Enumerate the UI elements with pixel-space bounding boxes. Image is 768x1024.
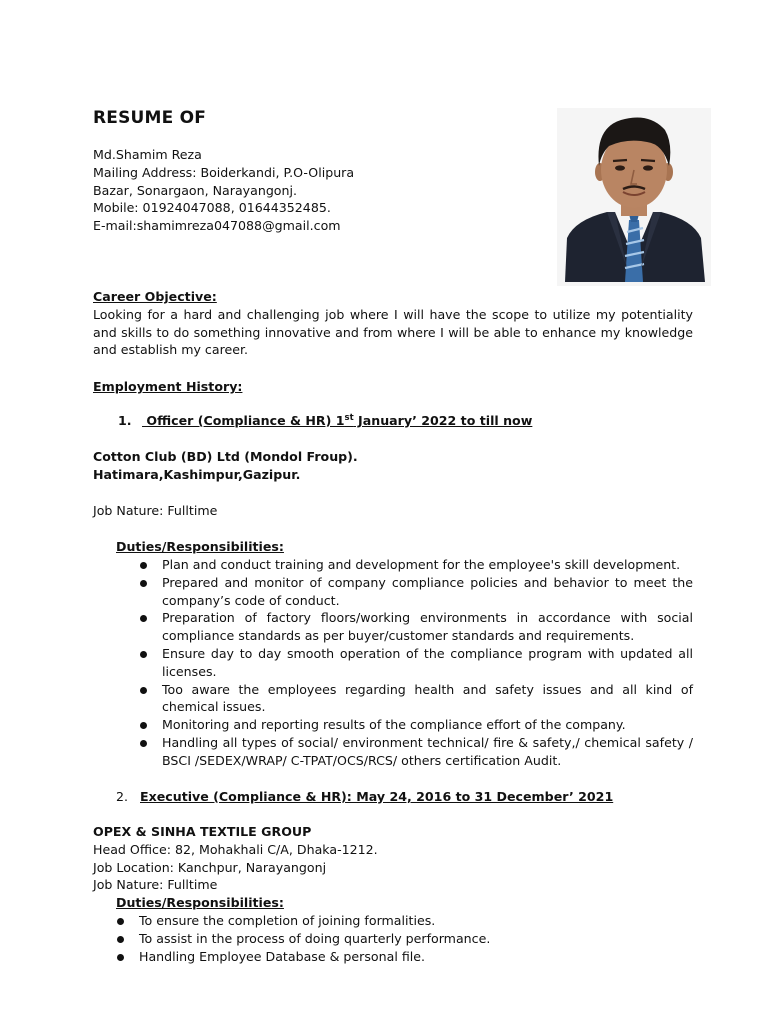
list-item (116, 716, 693, 734)
job-2-number: 2. (116, 789, 129, 804)
bullet-icon (117, 954, 124, 961)
bullet-icon (140, 740, 147, 747)
mailing-address-line-1: Mailing Address: Boiderkandi, P.O-Olipura (93, 164, 355, 180)
duty-text: Monitoring and reporting results of the compliance effort of the company. (162, 717, 626, 733)
list-item (93, 948, 693, 966)
job-1-title-start: Officer (Compliance & HR) 1 (142, 413, 345, 428)
bullet-icon (140, 580, 147, 587)
job-2-title-text: Executive (Compliance & HR): May 24, 2016 to 31 December’ 2021 (140, 789, 614, 804)
job-1-title (118, 412, 532, 430)
bullet-icon (140, 687, 147, 694)
employment-history-heading: Employment History: (93, 379, 243, 394)
duty-text: Ensure day to day smooth operation of the compliance program with updated all licenses. (162, 645, 693, 679)
job-2-location: Job Location: Kanchpur, Narayangonj (93, 859, 327, 875)
job-1-number: 1. (118, 413, 132, 428)
list-item (116, 556, 693, 574)
career-objective-heading: Career Objective: (93, 289, 217, 304)
job-2-title (116, 788, 613, 806)
list-item (116, 645, 693, 681)
applicant-name: Md.Shamim Reza (93, 147, 202, 162)
career-objective-text: Looking for a hard and challenging job where I will have the scope to utilize my potentiality and skills to do something innovative and from where I will be able to enhance my knowledge and establish my career. (93, 306, 693, 358)
job-1-company-block (93, 448, 358, 484)
duty-text: Handling all types of social/ environment technical/ fire & safety,/ chemical safety / BSCI /SEDEX/WRAP/ C-TPAT/OCS/RCS/ others certification Audit. (162, 734, 693, 768)
job-1-duties-list (116, 556, 693, 770)
duty-text: To assist in the process of doing quarterly performance. (139, 930, 491, 946)
duty-text: Preparation of factory floors/working environments in accordance with social compliance standards as per buyer/customer standards and requirements. (162, 610, 693, 644)
duty-text: To ensure the completion of joining formalities. (139, 913, 436, 928)
bullet-icon (140, 562, 147, 569)
job-1-location: Hatimara,Kashimpur,Gazipur. (93, 466, 301, 482)
job-2-company: OPEX & SINHA TEXTILE GROUP (93, 824, 312, 839)
career-objective-section (93, 288, 693, 359)
bullet-icon (140, 722, 147, 729)
email-address: E-mail:shamimreza047088@gmail.com (93, 218, 341, 234)
duty-text: Too aware the employees regarding health and safety issues and all kind of chemical issues. (162, 681, 693, 715)
contact-block (93, 146, 354, 235)
list-item (116, 681, 693, 717)
page-title: RESUME OF (93, 108, 207, 128)
person-portrait-icon (557, 108, 711, 286)
job-2-head-office: Head Office: 82, Mohakhali C/A, Dhaka-1212. (93, 841, 378, 857)
job-2-duties-heading: Duties/Responsibilities: (116, 895, 284, 910)
job-1-title-superscript: st (344, 413, 354, 423)
job-1-duties-heading: Duties/Responsibilities: (116, 539, 284, 554)
bullet-icon (117, 936, 124, 943)
job-1-title-end: January’ 2022 to till now (353, 413, 533, 428)
duty-text: Handling Employee Database & personal file. (139, 948, 426, 964)
profile-photo (557, 108, 711, 286)
bullet-icon (140, 651, 147, 658)
bullet-icon (117, 918, 124, 925)
bullet-icon (140, 615, 147, 622)
job-2-nature: Job Nature: Fulltime (93, 877, 218, 893)
list-item (116, 609, 693, 645)
list-item (93, 912, 693, 930)
mailing-address-line-2: Bazar, Sonargaon, Narayangonj. (93, 182, 297, 198)
duty-text: Prepared and monitor of company compliance policies and behavior to meet the company’s code of conduct. (162, 574, 693, 608)
mobile-numbers: Mobile: 01924047088, 01644352485. (93, 200, 331, 216)
job-1-company: Cotton Club (BD) Ltd (Mondol Froup). (93, 449, 358, 464)
job-2-duties-list (93, 912, 693, 965)
job-2-company-block (93, 823, 378, 894)
list-item (116, 734, 693, 770)
duty-text: Plan and conduct training and development for the employee's skill development. (162, 557, 681, 572)
list-item (93, 930, 693, 948)
list-item (116, 574, 693, 610)
job-1-nature: Job Nature: Fulltime (93, 503, 218, 518)
